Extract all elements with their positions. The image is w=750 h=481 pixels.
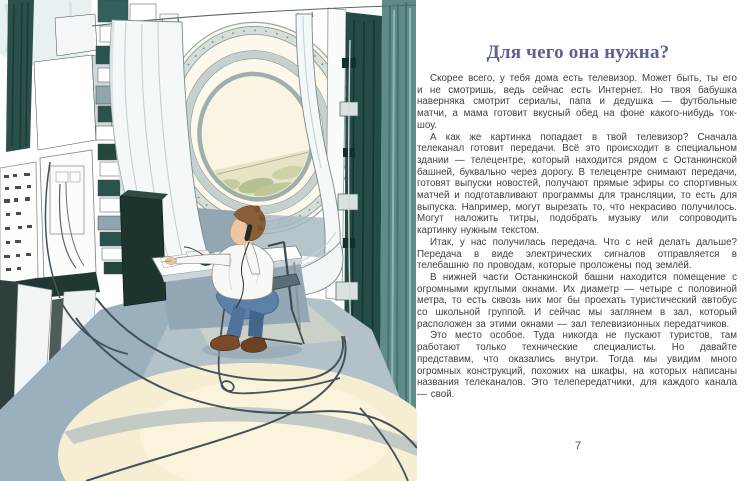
left-control-panel bbox=[0, 162, 38, 284]
right-shin bbox=[248, 310, 264, 338]
paragraph-3: Итак, у нас получилась передача. Что с ней делать дальше? Передача в виде электрических сигналов отправляется в телебашню по проводам, которые проложены под землёй. bbox=[417, 236, 737, 272]
paragraph-4: В нижней части Останкинской башни находится помещение с огромными круглыми окнами. Их диаметр — четыре с половиной метра, то есть сквозь них мог бы проехать туристический автобус со школьной группой. И сейчас мы заглянем в зал, который расположен за этими окнами — зал телевизионных передатчиков. bbox=[417, 271, 737, 330]
page-number: 7 bbox=[574, 440, 582, 452]
paragraph-2: А как же картинка попадает в твой телевизор? Сначала телеканал готовит передачи. Всё это происходит в специальном здании — телецентре, который находится рядом с Останкинской башней, буквально через дорогу. В телецентре снимают передачи, готовят выпуски новостей, получают прямые эфиры со спортивных матчей и подготавливают программы для трансляции, то есть для выпуска. Например, могут вырезать то, что некрасиво получилось. Могут наложить титры, подобрать музыку или сопроводить картинку нужным текстом. bbox=[417, 131, 737, 237]
page-title: Для чего она нужна? bbox=[486, 42, 670, 63]
body-text bbox=[417, 73, 737, 401]
paragraph-1: Скорее всего, у тебя дома есть телевизор. Может быть, ты его и не смотришь, ведь сейчас есть Интернет. Но твоя бабушка наверняка смотрит сериалы, папа и дедушка — футбольные матчи, а мама готовит вкусный обед на фоне какого-нибудь ток-шоу. bbox=[417, 73, 737, 131]
equipment-cabinet bbox=[120, 190, 168, 306]
paragraph-5: Это место особое. Туда никогда не пускают туристов, там работают только технические специалисты. Но давайте представим, что оказались внутри. Тогда мы увидим много огромных конструкций, похожих на шкафы, на которых написаны названия телеканалов. Это телепередатчики, для каждого канала — свой. bbox=[417, 330, 737, 400]
text-page bbox=[417, 0, 739, 481]
